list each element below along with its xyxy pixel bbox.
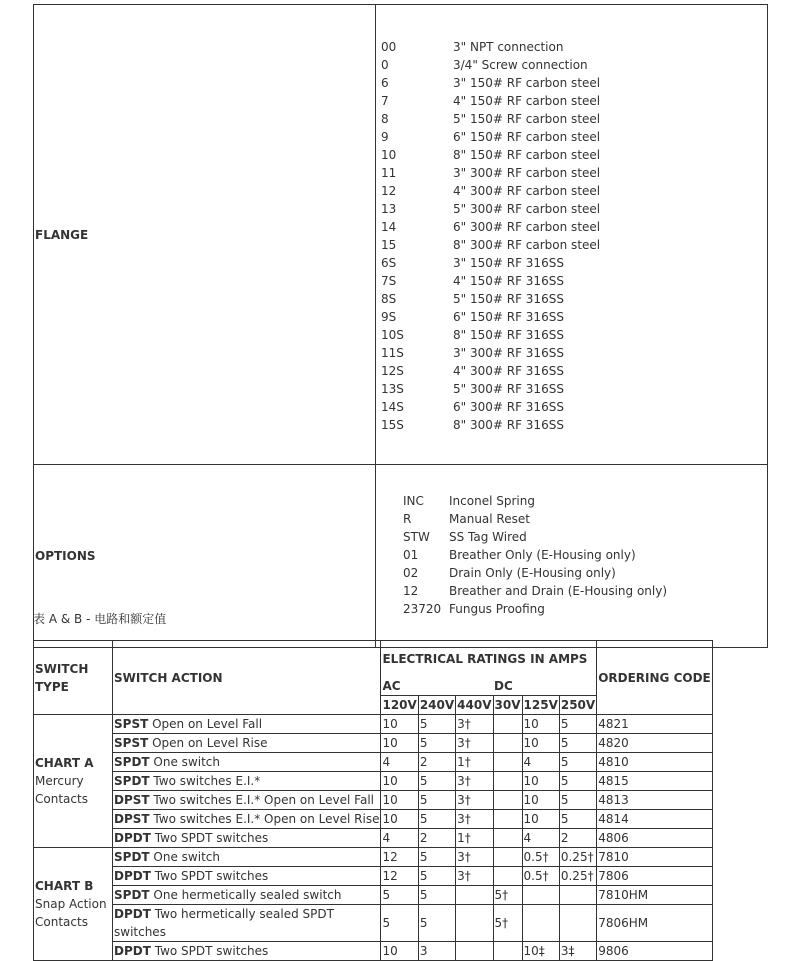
table-caption: 表 A & B - 电路和额定值 xyxy=(33,612,167,626)
rating-value xyxy=(493,810,522,829)
flange-code: 9S xyxy=(381,309,397,324)
switch-action-cell xyxy=(113,867,381,886)
flange-code: 10 xyxy=(381,147,397,162)
options-code: 23720 xyxy=(403,602,442,616)
flange-code: 0 xyxy=(381,57,389,72)
rating-value: 3† xyxy=(456,848,493,867)
table-row xyxy=(34,734,713,753)
switch-kind: SPDT xyxy=(114,888,150,902)
header-col: 250V xyxy=(559,696,596,715)
switch-description: Open on Level Fall xyxy=(152,717,263,731)
rating-value: 5 xyxy=(418,791,455,810)
switch-kind: DPDT xyxy=(114,869,151,883)
flange-description: 5" 150# RF 316SS xyxy=(453,291,564,306)
rating-value: 5 xyxy=(418,867,455,886)
switch-kind: SPDT xyxy=(114,850,150,864)
rating-value: 10 xyxy=(522,810,559,829)
rating-value: 10 xyxy=(522,791,559,810)
switch-action-cell xyxy=(113,848,381,867)
flange-item xyxy=(378,290,767,308)
options-description: Inconel Spring xyxy=(449,494,535,508)
rating-value: 5 xyxy=(559,772,596,791)
switch-kind: DPST xyxy=(114,812,150,826)
rating-value: 10 xyxy=(522,734,559,753)
flange-code: 14S xyxy=(381,399,404,414)
rating-value xyxy=(493,829,522,848)
switch-action-cell xyxy=(113,772,381,791)
flange-description: 4" 300# RF 316SS xyxy=(453,363,564,378)
rating-value: 3† xyxy=(456,734,493,753)
rating-value: 4 xyxy=(381,753,418,772)
rating-value: 5 xyxy=(418,905,455,942)
options-description: Fungus Proofing xyxy=(449,602,545,616)
flange-code: 00 xyxy=(381,39,397,54)
options-code: 01 xyxy=(403,548,419,562)
flange-description: 8" 300# RF carbon steel xyxy=(453,237,601,252)
flange-description: 4" 150# RF carbon steel xyxy=(453,93,601,108)
flange-description: 3" 150# RF 316SS xyxy=(453,255,564,270)
rating-value: 2 xyxy=(418,753,455,772)
rating-value: 5 xyxy=(418,848,455,867)
flange-code: 8S xyxy=(381,291,397,306)
rating-value: 4 xyxy=(522,753,559,772)
chart-title: CHART A xyxy=(35,756,94,770)
flange-description: 8" 150# RF 316SS xyxy=(453,327,564,342)
options-code: R xyxy=(403,512,412,526)
rating-value xyxy=(493,753,522,772)
flange-code: 15 xyxy=(381,237,397,252)
rating-value: 5 xyxy=(559,753,596,772)
flange-description: 5" 300# RF carbon steel xyxy=(453,201,601,216)
flange-item xyxy=(378,200,767,218)
switch-action-cell xyxy=(113,942,381,961)
flange-item xyxy=(378,308,767,326)
header-ordering-code: ORDERING CODE xyxy=(597,641,713,715)
rating-value: 10 xyxy=(522,772,559,791)
switch-action-cell xyxy=(113,734,381,753)
flange-item xyxy=(378,128,767,146)
flange-description: 8" 300# RF 316SS xyxy=(453,417,564,432)
switch-description: One hermetically sealed switch xyxy=(153,888,342,902)
rating-value: 0.5† xyxy=(522,867,559,886)
rating-value: 1† xyxy=(456,829,493,848)
flange-description: 4" 150# RF 316SS xyxy=(453,273,564,288)
rating-value xyxy=(493,772,522,791)
flange-item xyxy=(378,236,767,254)
rating-value: 5 xyxy=(418,810,455,829)
flange-code: 13S xyxy=(381,381,404,396)
rating-value: 4 xyxy=(522,829,559,848)
switch-action-cell xyxy=(113,810,381,829)
flange-item xyxy=(378,416,767,434)
switch-ratings-table xyxy=(33,640,713,961)
flange-item xyxy=(378,92,767,110)
flange-item xyxy=(378,254,767,272)
ordering-code: 9806 xyxy=(597,942,713,961)
table-row xyxy=(34,810,713,829)
rating-value xyxy=(493,942,522,961)
flange-description: 3" 150# RF carbon steel xyxy=(453,75,601,90)
header-ac: AC xyxy=(381,677,493,696)
header-switch-action: SWITCH ACTION xyxy=(113,641,381,715)
chart-subtitle: Snap Action Contacts xyxy=(35,897,107,929)
flange-description: 3" 300# RF 316SS xyxy=(453,345,564,360)
flange-item xyxy=(378,380,767,398)
table-row xyxy=(34,772,713,791)
flange-code: 9 xyxy=(381,129,389,144)
switch-description: Two switches E.I.* xyxy=(153,774,261,788)
header-col: 30V xyxy=(493,696,522,715)
flange-item xyxy=(378,56,767,74)
rating-value xyxy=(456,886,493,905)
rating-value xyxy=(522,886,559,905)
rating-value xyxy=(493,867,522,886)
switch-description: One switch xyxy=(153,850,220,864)
rating-value xyxy=(559,886,596,905)
options-item xyxy=(376,564,767,582)
flange-item xyxy=(378,326,767,344)
rating-value: 5 xyxy=(381,886,418,905)
flange-row xyxy=(34,5,768,465)
header-ratings: ELECTRICAL RATINGS IN AMPS xyxy=(381,641,597,678)
ordering-code: 7806 xyxy=(597,867,713,886)
flange-item xyxy=(378,398,767,416)
rating-value: 2 xyxy=(559,829,596,848)
rating-value: 5† xyxy=(493,886,522,905)
ordering-code: 4814 xyxy=(597,810,713,829)
rating-value: 3† xyxy=(456,715,493,734)
options-item xyxy=(376,510,767,528)
flange-description: 3/4" Screw connection xyxy=(453,57,588,72)
header-col: 120V xyxy=(381,696,418,715)
rating-value: 10 xyxy=(381,791,418,810)
rating-value: 3‡ xyxy=(559,942,596,961)
switch-description: Two SPDT switches xyxy=(154,944,269,958)
switch-action-cell xyxy=(113,791,381,810)
switch-kind: SPST xyxy=(114,717,149,731)
rating-value xyxy=(559,905,596,942)
switch-action-cell xyxy=(113,886,381,905)
rating-value xyxy=(493,848,522,867)
switch-description: Two SPDT switches xyxy=(154,831,269,845)
rating-value xyxy=(456,942,493,961)
flange-code: 7S xyxy=(381,273,397,288)
switch-kind: DPDT xyxy=(114,831,151,845)
switch-kind: SPDT xyxy=(114,774,150,788)
table-row xyxy=(34,829,713,848)
flange-item xyxy=(378,146,767,164)
switch-description: Two hermetically sealed SPDT switches xyxy=(114,907,334,939)
flange-description: 8" 150# RF carbon steel xyxy=(453,147,601,162)
rating-value: 5 xyxy=(418,715,455,734)
ordering-code: 4820 xyxy=(597,734,713,753)
options-item xyxy=(376,492,767,510)
rating-value: 3† xyxy=(456,791,493,810)
rating-value: 5 xyxy=(559,791,596,810)
rating-value: 10 xyxy=(381,942,418,961)
flange-description: 3" 300# RF carbon steel xyxy=(453,165,601,180)
options-description: Breather Only (E-Housing only) xyxy=(449,548,636,562)
rating-value xyxy=(493,791,522,810)
table-row xyxy=(34,942,713,961)
header-col: 240V xyxy=(418,696,455,715)
options-description: Breather and Drain (E-Housing only) xyxy=(449,584,668,598)
ordering-code: 7810HM xyxy=(597,886,713,905)
ordering-code: 7806HM xyxy=(597,905,713,942)
rating-value: 1† xyxy=(456,753,493,772)
rating-value xyxy=(493,734,522,753)
flange-code: 14 xyxy=(381,219,397,234)
switch-description: Two SPDT switches xyxy=(154,869,269,883)
rating-value: 10 xyxy=(381,734,418,753)
flange-description: 6" 150# RF carbon steel xyxy=(453,129,601,144)
table-row xyxy=(34,848,713,867)
flange-code: 12S xyxy=(381,363,404,378)
options-code: STW xyxy=(403,530,430,544)
switch-description: One switch xyxy=(153,755,220,769)
rating-value: 3† xyxy=(456,810,493,829)
flange-code: 10S xyxy=(381,327,404,342)
rating-value: 10 xyxy=(381,772,418,791)
rating-value: 3† xyxy=(456,772,493,791)
flange-item xyxy=(378,74,767,92)
chart-subtitle: Mercury Contacts xyxy=(35,774,88,806)
flange-code: 12 xyxy=(381,183,397,198)
table-row xyxy=(34,886,713,905)
rating-value: 5 xyxy=(381,905,418,942)
rating-value: 5† xyxy=(493,905,522,942)
switch-kind: DPDT xyxy=(114,944,151,958)
switch-description: Open on Level Rise xyxy=(152,736,268,750)
flange-code: 8 xyxy=(381,111,389,126)
rating-value: 10 xyxy=(522,715,559,734)
header-col: 440V xyxy=(456,696,493,715)
flange-description: 3" NPT connection xyxy=(453,39,564,54)
options-code: 02 xyxy=(403,566,419,580)
options-description: SS Tag Wired xyxy=(449,530,527,544)
flange-code: 6 xyxy=(381,75,389,90)
rating-value: 5 xyxy=(418,772,455,791)
table-row xyxy=(34,715,713,734)
ordering-code: 7810 xyxy=(597,848,713,867)
flange-code: 11 xyxy=(381,165,397,180)
rating-value: 10 xyxy=(381,810,418,829)
flange-item xyxy=(378,38,767,56)
header-row-1 xyxy=(34,641,713,678)
table-row xyxy=(34,867,713,886)
rating-value: 12 xyxy=(381,848,418,867)
rating-value: 5 xyxy=(559,810,596,829)
rating-value: 0.25† xyxy=(559,848,596,867)
flange-code: 13 xyxy=(381,201,397,216)
options-code: 12 xyxy=(403,584,419,598)
rating-value: 10 xyxy=(381,715,418,734)
ordering-code: 4815 xyxy=(597,772,713,791)
rating-value: 5 xyxy=(418,734,455,753)
ordering-code: 4810 xyxy=(597,753,713,772)
rating-value: 5 xyxy=(418,886,455,905)
flange-description: 4" 300# RF carbon steel xyxy=(453,183,601,198)
rating-value: 10‡ xyxy=(522,942,559,961)
flange-description: 5" 300# RF 316SS xyxy=(453,381,564,396)
flange-item xyxy=(378,344,767,362)
flange-item xyxy=(378,182,767,200)
options-label: OPTIONS xyxy=(34,465,376,648)
flange-code: 6S xyxy=(381,255,397,270)
flange-code: 7 xyxy=(381,93,389,108)
rating-value: 3† xyxy=(456,867,493,886)
flange-item xyxy=(378,218,767,236)
flange-description: 6" 300# RF carbon steel xyxy=(453,219,601,234)
flange-item xyxy=(378,164,767,182)
options-list xyxy=(376,465,768,648)
switch-description: Two switches E.I.* Open on Level Rise xyxy=(153,812,380,826)
flange-label: FLANGE xyxy=(34,5,376,465)
flange-description: 5" 150# RF carbon steel xyxy=(453,111,601,126)
rating-value: 5 xyxy=(559,715,596,734)
rating-value: 0.5† xyxy=(522,848,559,867)
rating-value xyxy=(522,905,559,942)
switch-kind: DPST xyxy=(114,793,150,807)
ordering-code: 4806 xyxy=(597,829,713,848)
table-row xyxy=(34,905,713,942)
flange-code: 11S xyxy=(381,345,404,360)
chart-title: CHART B xyxy=(35,879,94,893)
table-row xyxy=(34,753,713,772)
flange-description: 6" 300# RF 316SS xyxy=(453,399,564,414)
options-item xyxy=(376,546,767,564)
header-dc: DC xyxy=(493,677,597,696)
switch-action-cell xyxy=(113,829,381,848)
switch-kind: DPDT xyxy=(114,907,151,921)
rating-value: 0.25† xyxy=(559,867,596,886)
flange-item xyxy=(378,110,767,128)
options-description: Drain Only (E-Housing only) xyxy=(449,566,616,580)
chart-group-cell xyxy=(34,848,113,961)
options-code: INC xyxy=(403,494,424,508)
ordering-code: 4821 xyxy=(597,715,713,734)
ordering-code: 4813 xyxy=(597,791,713,810)
switch-action-cell xyxy=(113,753,381,772)
options-item xyxy=(376,528,767,546)
rating-value: 3 xyxy=(418,942,455,961)
switch-kind: SPDT xyxy=(114,755,150,769)
rating-value: 2 xyxy=(418,829,455,848)
spec-table xyxy=(33,4,768,648)
rating-value: 5 xyxy=(559,734,596,753)
switch-kind: SPST xyxy=(114,736,149,750)
flange-list xyxy=(376,5,768,465)
switch-description: Two switches E.I.* Open on Level Fall xyxy=(153,793,374,807)
rating-value: 4 xyxy=(381,829,418,848)
rating-value xyxy=(456,905,493,942)
header-col: 125V xyxy=(522,696,559,715)
table-row xyxy=(34,791,713,810)
options-item xyxy=(376,600,767,618)
switch-action-cell xyxy=(113,905,381,942)
flange-item xyxy=(378,272,767,290)
switch-action-cell xyxy=(113,715,381,734)
rating-value: 12 xyxy=(381,867,418,886)
flange-description: 6" 150# RF 316SS xyxy=(453,309,564,324)
options-description: Manual Reset xyxy=(449,512,530,526)
flange-item xyxy=(378,362,767,380)
chart-group-cell xyxy=(34,715,113,848)
rating-value xyxy=(493,715,522,734)
options-item xyxy=(376,582,767,600)
header-switch-type: SWITCH TYPE xyxy=(34,641,113,715)
flange-code: 15S xyxy=(381,417,404,432)
